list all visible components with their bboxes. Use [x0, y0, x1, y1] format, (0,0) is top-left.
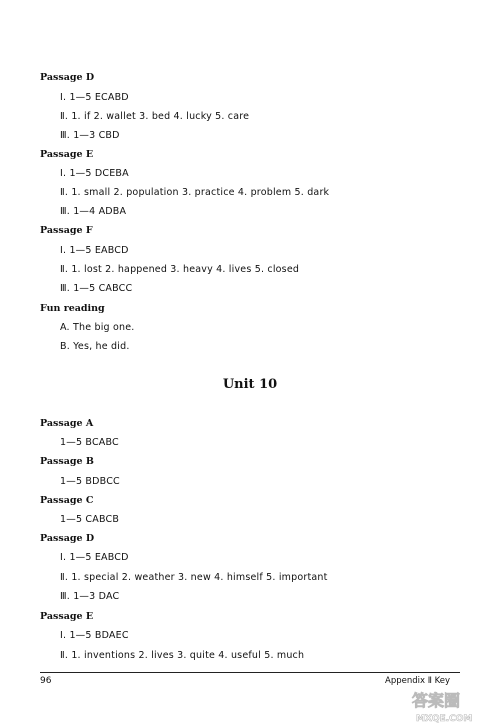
answer-line: B. Yes, he did. — [60, 341, 130, 352]
section-heading: Passage D — [40, 72, 95, 83]
answer-line: Ⅰ. 1—5 EABCD — [60, 245, 129, 256]
answer-line: Ⅰ. 1—5 BDAEC — [60, 630, 129, 641]
answer-line: Ⅲ. 1—3 CBD — [60, 130, 120, 141]
answer-line: Ⅰ. 1—5 DCEBA — [60, 168, 129, 179]
section-heading: Passage E — [40, 149, 94, 160]
answer-line: Ⅲ. 1—3 DAC — [60, 591, 120, 602]
footer-rule — [40, 672, 460, 673]
answer-line: Ⅲ. 1—4 ADBA — [60, 206, 127, 217]
answer-line: Ⅱ. 1. inventions 2. lives 3. quite 4. useful 5. much — [60, 650, 305, 661]
watermark-logo — [408, 688, 498, 724]
answer-line: Ⅲ. 1—5 CABCC — [60, 283, 133, 294]
section-heading: Passage D — [40, 533, 95, 544]
page-number: 96 — [40, 676, 52, 686]
answer-line: 1—5 BCABC — [60, 437, 119, 448]
answer-line: Ⅱ. 1. small 2. population 3. practice 4. problem 5. dark — [60, 187, 330, 198]
watermark-site: MXQE.COM — [416, 714, 473, 724]
answer-line: Ⅱ. 1. special 2. weather 3. new 4. himself 5. important — [60, 572, 328, 583]
answer-line: Ⅰ. 1—5 ECABD — [60, 92, 129, 103]
section-heading: Passage C — [40, 495, 94, 506]
section-heading: Passage F — [40, 225, 93, 236]
answer-line: Ⅱ. 1. lost 2. happened 3. heavy 4. lives 5. closed — [60, 264, 300, 275]
unit-title: Unit 10 — [222, 377, 278, 392]
answer-line: 1—5 BDBCC — [60, 476, 120, 487]
section-heading: Fun reading — [40, 303, 105, 314]
section-heading: Passage E — [40, 611, 94, 622]
section-heading: Passage B — [40, 456, 94, 467]
answer-line: A. The big one. — [60, 322, 135, 333]
section-heading: Passage A — [40, 418, 94, 429]
answer-line: 1—5 CABCB — [60, 514, 120, 525]
footer-label: Appendix Ⅱ Key — [385, 676, 451, 686]
answer-line: Ⅱ. 1. if 2. wallet 3. bed 4. lucky 5. care — [60, 111, 250, 122]
answer-line: Ⅰ. 1—5 EABCD — [60, 552, 129, 563]
watermark-text: 答案圈 — [412, 691, 461, 710]
